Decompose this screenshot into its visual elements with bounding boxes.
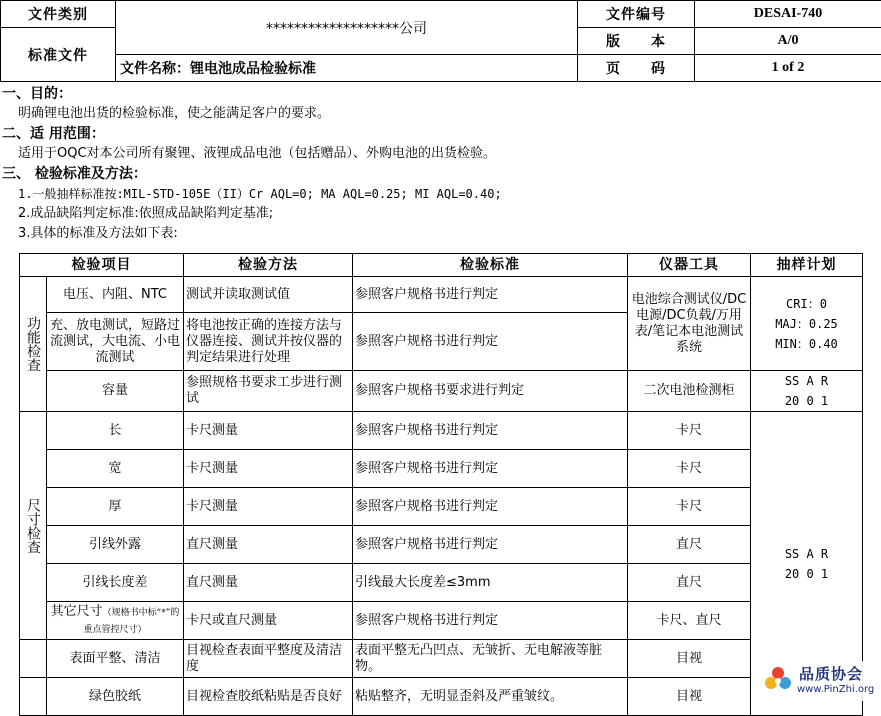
- row-item: 绿色胶纸: [47, 678, 184, 716]
- version-label: 版 本: [578, 28, 695, 55]
- row-method: 直尺测量: [184, 526, 353, 564]
- row-item: 电压、内阻、NTC: [47, 277, 184, 313]
- row-tool: 卡尺、直尺: [628, 602, 751, 640]
- row-standard: 参照客户规格书进行判定: [353, 450, 628, 488]
- header-standard: 检验标准: [353, 254, 628, 277]
- row-tool: 卡尺: [628, 488, 751, 526]
- watermark: [759, 661, 879, 701]
- row-method: 目视检查表面平整度及清洁度: [184, 640, 353, 678]
- row-standard: 参照客户规格书进行判定: [353, 313, 628, 371]
- page-value: 1 of 2: [695, 55, 881, 82]
- table-row: [20, 277, 863, 313]
- row-item: 充、放电测试，短路过流测试，大电流、小电流测试: [47, 313, 184, 371]
- row-tool: 直尺: [628, 526, 751, 564]
- row-tool: 卡尺: [628, 412, 751, 450]
- table-row: [20, 678, 863, 716]
- row-item: 其它尺寸: [51, 604, 103, 619]
- body-sections: [0, 84, 881, 244]
- row-method: 直尺测量: [184, 564, 353, 602]
- row-method: 测试并读取测试值: [184, 277, 353, 313]
- section-purpose-title: 一、目的：: [0, 84, 881, 104]
- document-header: [0, 0, 881, 82]
- row-standard: 粘贴整齐，无明显歪斜及严重皱纹。: [353, 678, 628, 716]
- row-tool: 目视: [628, 640, 751, 678]
- method-item-1: 1.一般抽样标准按:MIL-STD-105E（II）Cr AQL=0; MA AQL=0.25; MI AQL=0.40;: [0, 184, 881, 204]
- table-row: [20, 488, 863, 526]
- row-item: 引线长度差: [47, 564, 184, 602]
- row-standard: 引线最大长度差≤3mm: [353, 564, 628, 602]
- row-item: 宽: [47, 450, 184, 488]
- row-tool: 直尺: [628, 564, 751, 602]
- table-row: [20, 526, 863, 564]
- row-tool: 卡尺: [628, 450, 751, 488]
- row-standard: 参照客户规格书进行判定: [353, 526, 628, 564]
- header-tool: 仪器工具: [628, 254, 751, 277]
- version-value: A/0: [695, 28, 881, 55]
- header-plan: 抽样计划: [751, 254, 863, 277]
- method-item-3: 3.具体的标准及方法如下表:: [0, 224, 881, 244]
- function-tool: 电池综合测试仪/DC电源/DC负载/万用表/笔记本电池测试系统: [628, 277, 751, 371]
- row-standard: 参照客户规格书进行判定: [353, 277, 628, 313]
- document-name: 文件名称：锂电池成品检验标准: [116, 55, 578, 82]
- table-row: [20, 450, 863, 488]
- table-row: [20, 412, 863, 450]
- category-appearance-cont: [20, 678, 47, 716]
- row-plan: SS A R 20 0 1: [751, 371, 863, 412]
- row-item: 长: [47, 412, 184, 450]
- section-scope-text: 适用于OQC对本公司所有聚锂、液锂成品电池（包括赠品）、外购电池的出货检验。: [0, 144, 881, 164]
- table-header-row: [20, 254, 863, 277]
- row-standard: 参照客户规格书要求进行判定: [353, 371, 628, 412]
- code-label: 文件编号: [578, 1, 695, 28]
- row-method: 卡尺测量: [184, 450, 353, 488]
- table-row: [20, 371, 863, 412]
- header-item: 检验项目: [20, 254, 184, 277]
- method-item-2: 2.成品缺陷判定标准:依照成品缺陷判定基准;: [0, 204, 881, 224]
- table-row: [20, 640, 863, 678]
- size-plan: SS A R 20 0 1: [751, 412, 863, 716]
- row-tool: 目视: [628, 678, 751, 716]
- row-item: 引线外露: [47, 526, 184, 564]
- row-standard: 参照客户规格书进行判定: [353, 412, 628, 450]
- row-method: 将电池按正确的连接方法与仪器连接、测试并按仪器的判定结果进行处理: [184, 313, 353, 371]
- row-standard: 参照客户规格书进行判定: [353, 602, 628, 640]
- row-standard: 表面平整无凸凹点、无皱折、无电解液等脏物。: [353, 640, 628, 678]
- row-tool: 二次电池检测柜: [628, 371, 751, 412]
- table-row: [20, 602, 863, 640]
- row-item-cell: [47, 602, 184, 640]
- section-method-title: 三、 检验标准及方法：: [0, 164, 881, 184]
- row-method: 目视检查胶纸粘贴是否良好: [184, 678, 353, 716]
- row-item-note: （规格书中标“*”的重点管控尺寸）: [83, 608, 179, 635]
- header-method: 检验方法: [184, 254, 353, 277]
- watermark-url: www.PinZhi.org: [797, 684, 874, 695]
- section-purpose-text: 明确锂电池出货的检验标准，使之能满足客户的要求。: [0, 104, 881, 124]
- row-method: 卡尺或直尺测量: [184, 602, 353, 640]
- row-item: 表面平整、清洁: [47, 640, 184, 678]
- row-item: 厚: [47, 488, 184, 526]
- category-function: 功能检查: [20, 277, 47, 412]
- table-row: [20, 564, 863, 602]
- row-item: 容量: [47, 371, 184, 412]
- row-method: 参照规格书要求工步进行测试: [184, 371, 353, 412]
- standard-label: 标准文件: [1, 28, 116, 82]
- section-scope-title: 二、适 用范围：: [0, 124, 881, 144]
- category-size: 尺寸检查: [20, 412, 47, 640]
- code-value: DESAI-740: [695, 1, 881, 28]
- category-appearance: [20, 640, 47, 678]
- row-standard: 参照客户规格书进行判定: [353, 488, 628, 526]
- flower-logo-icon: [763, 665, 793, 695]
- watermark-title: 品质协会: [799, 663, 863, 684]
- function-plan: CRI：0 MAJ：0.25 MIN：0.40: [751, 277, 863, 371]
- page-label: 页 码: [578, 55, 695, 82]
- type-label: 文件类别: [1, 1, 116, 28]
- row-method: 卡尺测量: [184, 488, 353, 526]
- row-method: 卡尺测量: [184, 412, 353, 450]
- company-name: *******************公司: [116, 1, 578, 55]
- inspection-table: [19, 253, 863, 716]
